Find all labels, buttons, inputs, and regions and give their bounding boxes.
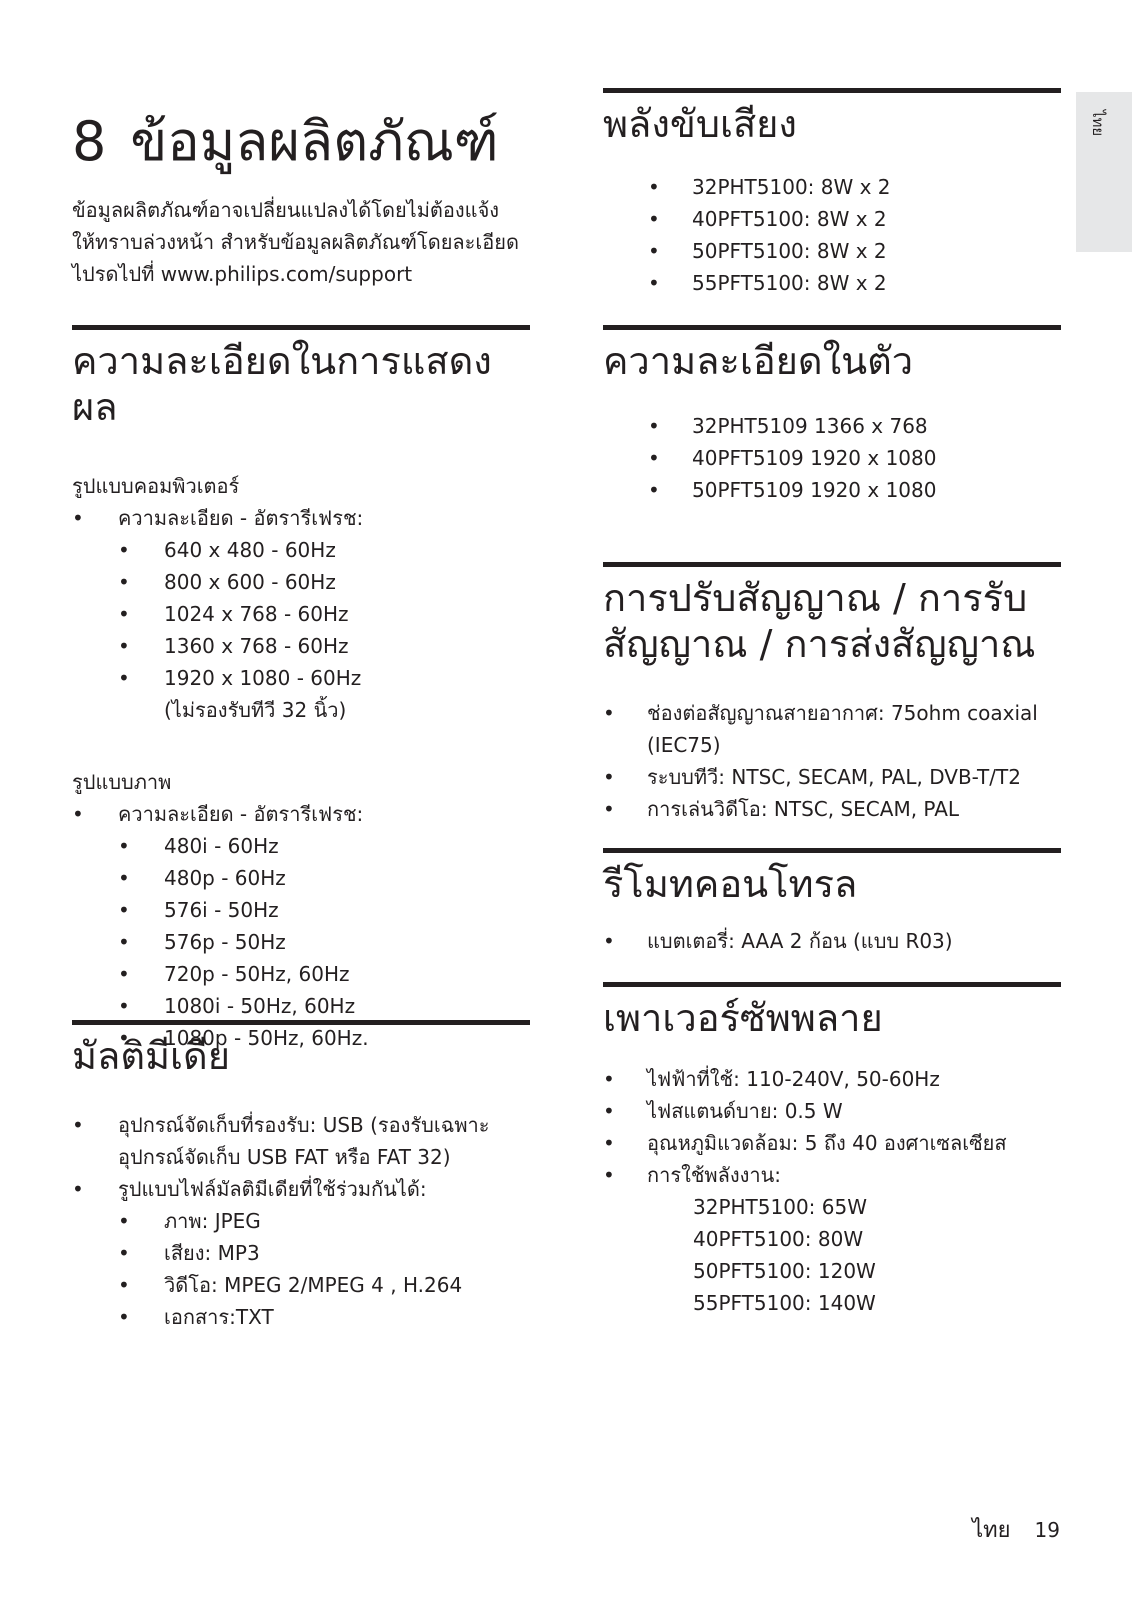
list-item: • 480i - 60Hz (118, 830, 530, 862)
list-item: • 32PHT5100: 8W x 2 (603, 171, 1061, 203)
list-item: • การเล่นวิดีโอ: NTSC, SECAM, PAL (603, 793, 1061, 825)
section-display-resolution (72, 325, 530, 1054)
list-item: • ช่องต่อสัญญาณสายอากาศ: 75ohm coaxial (IEC75) (603, 697, 1061, 761)
list-item: • 1080i - 50Hz, 60Hz (118, 990, 530, 1022)
list-item: • รูปแบบไฟล์มัลติมีเดียที่ใช้ร่วมกันได้: • ภาพ: JPEG • เสียง: MP3 • วิดีโอ: MPEG 2/MPEG 4 , H.264 • เอกสาร:TXT (72, 1173, 530, 1333)
list-item: • 1360 x 768 - 60Hz (118, 630, 530, 662)
list-item: • 40PFT5109 1920 x 1080 (603, 442, 1061, 474)
list-item: • 40PFT5100: 8W x 2 (603, 203, 1061, 235)
consumption-line: 32PHT5100: 65W (693, 1195, 867, 1219)
section-rule (603, 325, 1061, 330)
section-rule (603, 562, 1061, 567)
consumption-line: 50PFT5100: 120W (693, 1259, 876, 1283)
list-item: • ความละเอียด - อัตรารีเฟรช: • 640 x 480 - 60Hz • 800 x 600 - 60Hz • 1024 x 768 - 60Hz • 1360 x 768 - 60Hz • 1920 x 1080 - 60Hz (ไม่รองรับทีวี 32 นิ้ว) (72, 502, 530, 726)
intro-paragraph (72, 194, 542, 290)
list-item: • การใช้พลังงาน: (603, 1159, 1061, 1191)
list-item: • 640 x 480 - 60Hz (118, 534, 530, 566)
video-format-label: รูปแบบภาพ (72, 770, 172, 794)
section-native-resolution (603, 325, 1061, 506)
section-audio-power (603, 88, 1061, 299)
section-rule (72, 1020, 530, 1025)
list-item: • 1920 x 1080 - 60Hz (ไม่รองรับทีวี 32 นิ้ว) (118, 662, 530, 726)
list-item: • 480p - 60Hz (118, 862, 530, 894)
section-rule (603, 848, 1061, 853)
consumption-line: 40PFT5100: 80W (693, 1227, 864, 1251)
section-title: รีโมทคอนโทรล (603, 862, 858, 906)
list-item: • ไฟฟ้าที่ใช้: 110-240V, 50-60Hz (603, 1063, 1061, 1095)
list-item: • 32PHT5109 1366 x 768 (603, 410, 1061, 442)
section-title: ความละเอียดในตัว (603, 339, 914, 383)
consumption-line: 55PFT5100: 140W (693, 1291, 876, 1315)
list-item: • 55PFT5100: 8W x 2 (603, 267, 1061, 299)
section-title: พลังขับเสียง (603, 102, 797, 146)
list-item: • 50PFT5109 1920 x 1080 (603, 474, 1061, 506)
note: (ไม่รองรับทีวี 32 นิ้ว) (164, 698, 347, 722)
list-item: • 1080p - 50Hz, 60Hz. (118, 1022, 530, 1054)
list-item: • ระบบทีวี: NTSC, SECAM, PAL, DVB-T/T2 (603, 761, 1061, 793)
list-item: • เอกสาร:TXT (118, 1301, 530, 1333)
intro-line: ข้อมูลผลิตภัณฑ์อาจเปลี่ยนแปลงได้โดยไม่ต้องแจ้ง (72, 198, 500, 222)
list-item: • วิดีโอ: MPEG 2/MPEG 4 , H.264 (118, 1269, 530, 1301)
list-item: • 800 x 600 - 60Hz (118, 566, 530, 598)
section-title: เพาเวอร์ซัพพลาย (603, 996, 883, 1040)
list-item: • เสียง: MP3 (118, 1237, 530, 1269)
list-item: • ไฟสแตนด์บาย: 0.5 W (603, 1095, 1061, 1127)
chapter-title (72, 102, 542, 182)
chapter-number: 8 (72, 110, 107, 174)
intro-line: ไปรดไปที่ www.philips.com/support (72, 262, 413, 286)
list-item: • 576i - 50Hz (118, 894, 530, 926)
list-item: • อุปกรณ์จัดเก็บที่รองรับ: USB (รองรับเฉพาะ อุปกรณ์จัดเก็บ USB FAT หรือ FAT 32) (72, 1109, 530, 1173)
section-rule (603, 982, 1061, 987)
page-footer (972, 1512, 1060, 1547)
list-item: • 576p - 50Hz (118, 926, 530, 958)
section-title: การปรับสัญญาณ / การรับ สัญญาณ / การส่งสัญญาณ (603, 576, 1036, 666)
footer-language: ไทย (972, 1518, 1011, 1543)
list-item: • ความละเอียด - อัตรารีเฟรช: • 480i - 60Hz • 480p - 60Hz • 576i - 50Hz • 576p - 50Hz • 720p - 50Hz, 60Hz • 1080i - 50Hz, 60Hz • 1080p - 50Hz, 60Hz. (72, 798, 530, 1054)
section-power-supply (603, 982, 1061, 1319)
intro-line: ให้ทราบล่วงหน้า สำหรับข้อมูลผลิตภัณฑ์โดยละเอียด (72, 230, 519, 254)
language-side-tab (1076, 92, 1132, 252)
section-rule (603, 88, 1061, 93)
chapter-title-text: ข้อมูลผลิตภัณฑ์ (130, 110, 499, 174)
list-item: • 720p - 50Hz, 60Hz (118, 958, 530, 990)
section-remote-control (603, 848, 1061, 957)
list-item: • 1024 x 768 - 60Hz (118, 598, 530, 630)
computer-format-label: รูปแบบคอมพิวเตอร์ (72, 474, 240, 498)
side-tab-label: ไทย (1089, 110, 1107, 137)
section-title: มัลติมีเดีย (72, 1034, 230, 1078)
section-title: ความละเอียดในการแสดงผล (72, 339, 492, 429)
power-consumption-list (603, 1191, 1061, 1319)
list-item: • 50PFT5100: 8W x 2 (603, 235, 1061, 267)
list-item: • ภาพ: JPEG (118, 1205, 530, 1237)
section-multimedia (72, 1020, 530, 1333)
list-item: • แบตเตอรี่: AAA 2 ก้อน (แบบ R03) (603, 925, 1061, 957)
section-tuner (603, 562, 1061, 825)
page-number: 19 (1034, 1518, 1060, 1542)
section-rule (72, 325, 530, 330)
list-item: • อุณหภูมิแวดล้อม: 5 ถึง 40 องศาเซลเซียส (603, 1127, 1061, 1159)
